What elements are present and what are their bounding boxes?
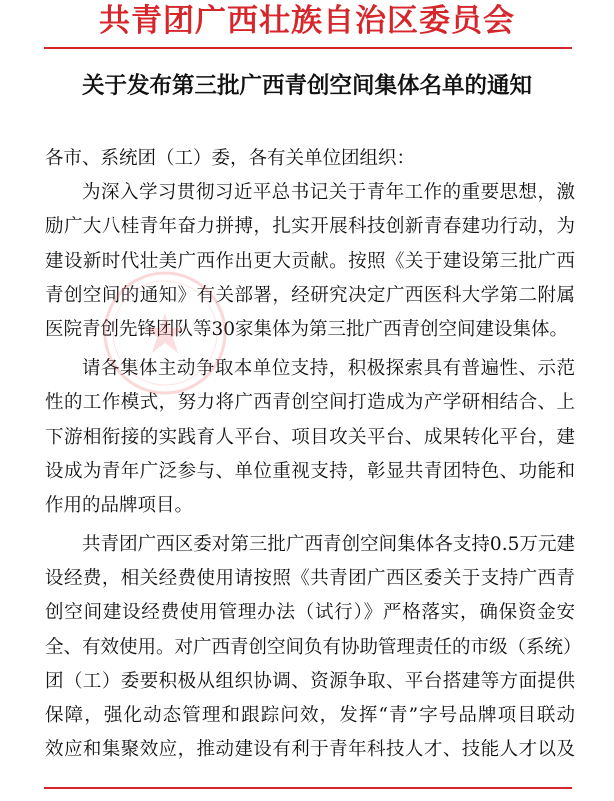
letterhead-red-rule bbox=[44, 47, 572, 49]
paragraph-3 bbox=[45, 528, 582, 767]
greeting-line: 各市、系统团（工）委，各有关单位团组织： bbox=[45, 148, 416, 169]
paragraph-line: 青创空间的通知》有关部署，经研究决定广西医科大学第二附属 bbox=[45, 284, 575, 306]
document-body bbox=[45, 142, 582, 767]
paragraph-line: 下游相衔接的实践育人平台、项目攻关平台、成果转化平台，建 bbox=[45, 426, 575, 448]
letterhead-organization: 共青团广西壮族自治区委员会 bbox=[99, 3, 515, 39]
paragraph-line: 建设新时代壮美广西作出更大贡献。按照《关于建设第三批广西 bbox=[45, 250, 575, 272]
paragraph-line: 励广大八桂青年奋力拼搏，扎实开展科技创新青春建功行动，为 bbox=[45, 216, 575, 238]
paragraph-line: 保障，强化动态管理和跟踪问效，发挥“青”字号品牌项目联动 bbox=[45, 705, 575, 726]
footer-red-rule bbox=[44, 787, 572, 789]
paragraph-line: 设经费，相关经费使用请按照《共青团广西区委关于支持广西青 bbox=[45, 568, 575, 590]
paragraph-line: 团（工）委要积极从组织协调、资源争取、平台搭建等方面提供 bbox=[45, 670, 575, 692]
paragraph-line: 医院青创先锋团队等30家集体为第三批广西青创空间建设集体。 bbox=[45, 318, 569, 340]
paragraph-line: 创空间建设经费使用管理办法（试行）》严格落实，确保资金安 bbox=[45, 602, 575, 624]
paragraph-line: 作用的品牌项目。 bbox=[45, 494, 194, 516]
paragraph-line: 性的工作模式，努力将广西青创空间打造成为产学研相结合、上 bbox=[45, 392, 575, 414]
paragraph-line: 全、有效使用。对广西青创空间负有协助管理责任的市级（系统） bbox=[45, 636, 582, 658]
document-title: 关于发布第三批广西青创空间集体名单的通知 bbox=[81, 73, 532, 99]
paragraph-line: 效应和集聚效应，推动建设有利于青年科技人才、技能人才以及 bbox=[45, 739, 575, 761]
paragraph-line: 共青团广西区委对第三批广西青创空间集体各支持0.5万元建 bbox=[82, 534, 575, 556]
paragraph-line: 设成为青年广泛参与、单位重视支持，彰显共青团特色、功能和 bbox=[45, 460, 575, 482]
paragraph-1 bbox=[45, 176, 575, 347]
paragraph-line: 为深入学习贯彻习近平总书记关于青年工作的重要思想，激 bbox=[82, 182, 575, 204]
paragraph-line: 请各集体主动争取本单位支持，积极探索具有普遍性、示范 bbox=[82, 358, 575, 380]
paragraph-2 bbox=[45, 352, 575, 523]
